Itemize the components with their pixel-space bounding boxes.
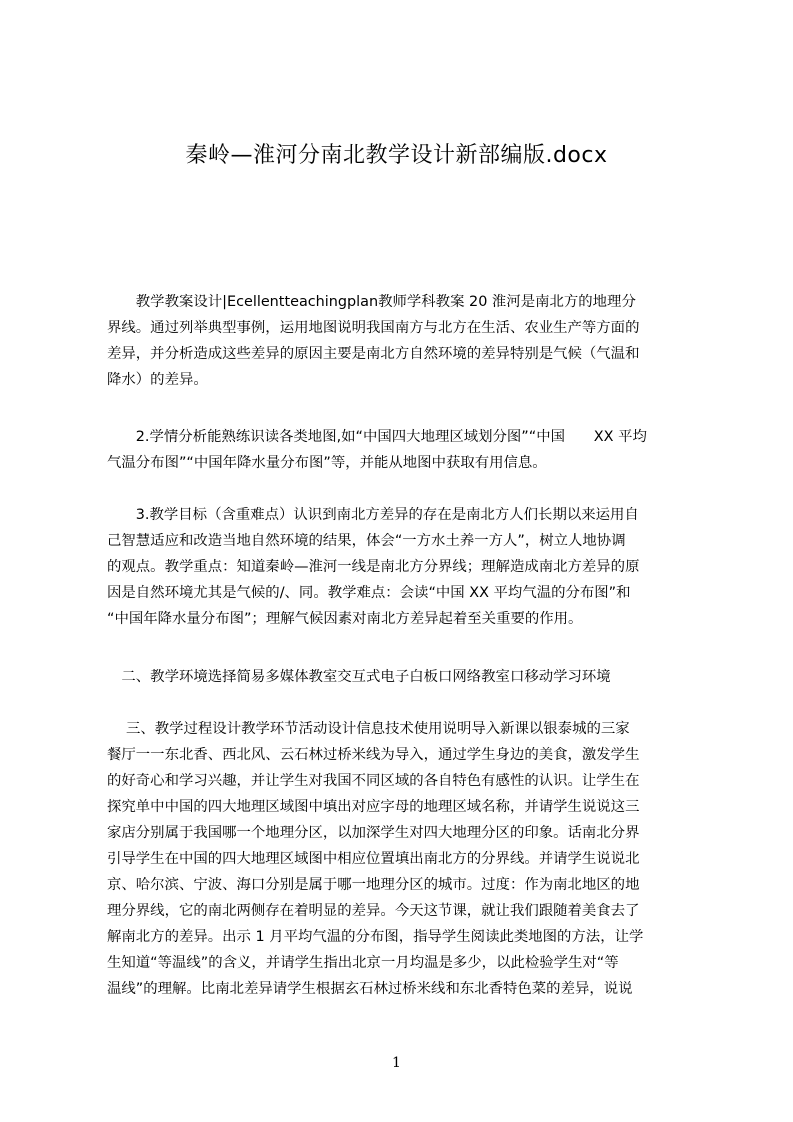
paragraph-student-analysis xyxy=(107,424,699,476)
text-line: 界线。通过列举典型事例，运用地图说明我国南方与北方在生活、农业生产等方面的 xyxy=(107,320,640,336)
paragraph-teaching-goals xyxy=(107,502,699,632)
text-line: 餐厅一一东北香、西北风、云石林过桥米线为导入，通过学生身边的美食，激发学生 xyxy=(107,747,640,763)
paragraph-teaching-process xyxy=(107,716,699,1002)
text-line: 家店分别属于我国哪一个地理分区，以加深学生对四大地理分区的印象。话南北分界 xyxy=(107,825,640,841)
paragraph-intro xyxy=(107,289,699,393)
text-line: 气温分布图”“中国年降水量分布图”等，并能从地图中获取有用信息。 xyxy=(107,455,547,471)
text-line: 生知道“等温线”的含义，并请学生指出北京一月均温是多少，以此检验学生对“等 xyxy=(107,955,619,971)
text-line: 己智慧适应和改造当地自然环境的结果，体会“一方水土养一方人”，树立人地协调 xyxy=(107,533,626,549)
text-line: 降水）的差异。 xyxy=(107,372,208,388)
text-line: 温线”的理解。比南北差异请学生根据玄石林过桥米线和东北香特色菜的差异，说说 xyxy=(107,981,633,997)
text-line: 理分界线，它的南北两侧存在着明显的差异。今天这节课，就让我们跟随着美食去了 xyxy=(107,903,640,919)
text-line: 京、哈尔滨、宁波、海口分别是属于哪一地理分区的城市。过度：作为南北地区的地 xyxy=(107,877,640,893)
text-line: 因是自然环境尤其是气候的/、同。教学难点：会读“中国 XX 平均气温的分布图”和 xyxy=(107,585,631,601)
text-line: 的观点。教学重点：知道秦岭—淮河一线是南北方分界线；理解造成南北方差异的原 xyxy=(107,559,640,575)
text-line: 二、教学环境选择简易多媒体教室交互式电子白板口网络教室口移动学习环境 xyxy=(107,669,611,685)
text-line: “中国年降水量分布图”；理解气候因素对南北方差异起着至关重要的作用。 xyxy=(107,611,583,627)
text-line: 引导学生在中国的四大地理区域图中相应位置填出南北方的分界线。并请学生说说北 xyxy=(107,851,640,867)
text-line: 差异，并分析造成这些差异的原因主要是南北方自然环境的差异特别是气候（气温和 xyxy=(107,346,640,362)
text-line: 解南北方的差异。出示 1 月平均气温的分布图，指导学生阅读此类地图的方法，让学 xyxy=(107,929,644,945)
text-line: 2.学情分析能熟练识读各类地图,如“中国四大地理区域划分图”“中国 XX 平均 xyxy=(107,429,647,445)
text-line: 3.教学目标（含重难点）认识到南北方差异的存在是南北方人们长期以来运用自 xyxy=(107,507,639,523)
text-line: 探究单中中国的四大地理区域图中填出对应字母的地理区域名称，并请学生说说这三 xyxy=(107,799,640,815)
text-line: 教学教案设计|Ecellentteachingplan教师学科教案 20 淮河是南北方的地理分 xyxy=(107,294,636,310)
page-number: 1 xyxy=(392,1055,401,1071)
document-title: 秦岭—淮河分南北教学设计新部编版.docx xyxy=(185,143,608,168)
text-line: 三、教学过程设计教学环节活动设计信息技术使用说明导入新课以银泰城的三家 xyxy=(107,721,630,737)
text-line: 的好奇心和学习兴趣，并让学生对我国不同区域的各自特色有感性的认识。让学生在 xyxy=(107,773,640,789)
paragraph-teaching-environment xyxy=(107,664,699,690)
